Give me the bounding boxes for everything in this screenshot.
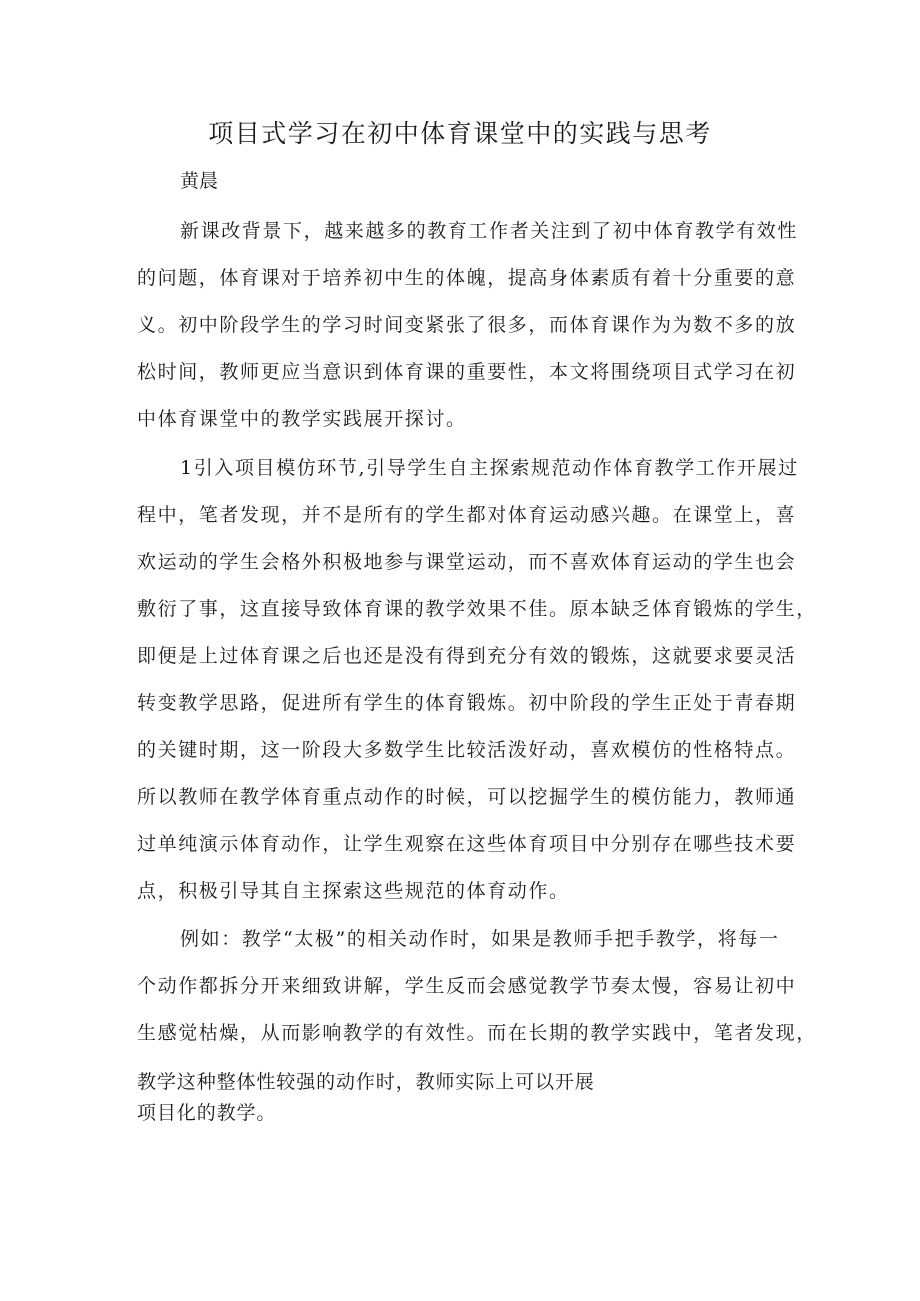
paragraph-line: 敷衍了事，这直接导致体育课的教学效果不佳。原本缺乏体育锻炼的学生， xyxy=(137,598,817,620)
author-name: 黄晨 xyxy=(180,170,219,192)
paragraph-line: 转变教学思路，促进所有学生的体育锻炼。初中阶段的学生正处于青春期 xyxy=(137,692,797,714)
paragraph-line: 即便是上过体育课之后也还是没有得到充分有效的锻炼，这就要求要灵活 xyxy=(137,645,797,667)
paragraph-line: 程中，笔者发现，并不是所有的学生都对体育运动感兴趣。在课堂上，喜 xyxy=(137,504,797,526)
paragraph-line: 项目化的教学。 xyxy=(137,1102,277,1124)
paragraph-line: 所以教师在教学体育重点动作的时候，可以挖掘学生的模仿能力，教师通 xyxy=(137,786,797,808)
paragraph-line: 的问题，体育课对于培养初中生的体魄，提高身体素质有着十分重要的意 xyxy=(137,267,797,289)
document-title: 项目式学习在初中体育课堂中的实践与思考 xyxy=(208,119,712,148)
paragraph-line: 新课改背景下，越来越多的教育工作者关注到了初中体育教学有效性 xyxy=(180,220,799,242)
paragraph-line: 1引入项目模仿环节,引导学生自主探索规范动作体育教学工作开展过 xyxy=(180,457,799,479)
paragraph-line: 的关键时期，这一阶段大多数学生比较活泼好动，喜欢模仿的性格特点。 xyxy=(137,739,797,761)
paragraph-line: 例如：教学“太极”的相关动作时，如果是教师手把手教学，将每一 xyxy=(180,928,780,950)
paragraph-line: 生感觉枯燥，从而影响教学的有效性。而在长期的教学实践中，笔者发现， xyxy=(137,1022,817,1044)
paragraph-line: 中体育课堂中的教学实践展开探讨。 xyxy=(137,408,467,430)
paragraph-line: 教学这种整体性较强的动作时，教师实际上可以开展 xyxy=(137,1071,595,1093)
paragraph-line: 义。初中阶段学生的学习时间变紧张了很多，而体育课作为为数不多的放 xyxy=(137,314,797,336)
paragraph-line: 个动作都拆分开来细致讲解，学生反而会感觉教学节奏太慢，容易让初中 xyxy=(137,975,797,997)
paragraph-line: 松时间，教师更应当意识到体育课的重要性，本文将围绕项目式学习在初 xyxy=(137,361,797,383)
paragraph-line: 点，积极引导其自主探索这些规范的体育动作。 xyxy=(137,880,570,902)
paragraph-line: 欢运动的学生会格外积极地参与课堂运动，而不喜欢体育运动的学生也会 xyxy=(137,551,797,573)
paragraph-line: 过单纯演示体育动作，让学生观察在这些体育项目中分别存在哪些技术要 xyxy=(137,833,797,855)
